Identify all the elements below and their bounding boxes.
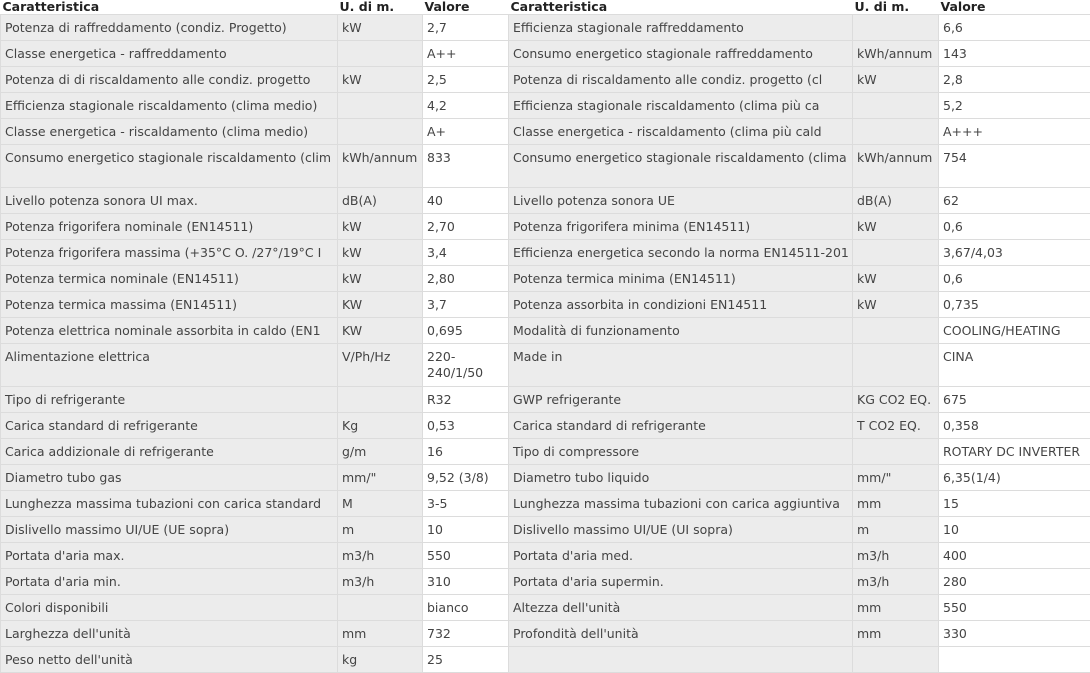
table-row bbox=[1, 188, 1090, 214]
value-cell: 732 bbox=[423, 621, 509, 647]
value-cell-2: 754 bbox=[939, 145, 1090, 188]
value-cell: 2,5 bbox=[423, 67, 509, 93]
feature-cell: Alimentazione elettrica bbox=[1, 344, 338, 387]
table-row bbox=[1, 15, 1090, 41]
feature-cell-2: Livello potenza sonora UE bbox=[509, 188, 853, 214]
value-cell-2: 675 bbox=[939, 387, 1090, 413]
table-row bbox=[1, 266, 1090, 292]
table-row bbox=[1, 344, 1090, 387]
feature-cell-2: Efficienza stagionale riscaldamento (clima più ca bbox=[509, 93, 853, 119]
feature-cell: Livello potenza sonora UI max. bbox=[1, 188, 338, 214]
value-cell-2: 0,735 bbox=[939, 292, 1090, 318]
value-cell-2: 10 bbox=[939, 517, 1090, 543]
value-cell-2: 0,6 bbox=[939, 266, 1090, 292]
unit-cell bbox=[338, 387, 423, 413]
unit-cell: kWh/annum bbox=[338, 145, 423, 188]
table-row bbox=[1, 119, 1090, 145]
unit-cell-2: m3/h bbox=[853, 569, 939, 595]
feature-cell-2: Efficienza energetica secondo la norma EN14511-201 bbox=[509, 240, 853, 266]
feature-cell-2: Classe energetica - riscaldamento (clima più cald bbox=[509, 119, 853, 145]
feature-cell: Potenza elettrica nominale assorbita in caldo (EN1 bbox=[1, 318, 338, 344]
table-row bbox=[1, 439, 1090, 465]
unit-cell-2: KG CO2 EQ. bbox=[853, 387, 939, 413]
value-cell-2: 6,35(1/4) bbox=[939, 465, 1090, 491]
feature-cell-2: Consumo energetico stagionale riscaldamento (clima bbox=[509, 145, 853, 188]
unit-cell: kW bbox=[338, 67, 423, 93]
value-cell: R32 bbox=[423, 387, 509, 413]
table-row bbox=[1, 240, 1090, 266]
feature-cell-2: Potenza assorbita in condizioni EN14511 bbox=[509, 292, 853, 318]
feature-cell-2: Portata d'aria supermin. bbox=[509, 569, 853, 595]
unit-cell-2: mm bbox=[853, 595, 939, 621]
table-row bbox=[1, 517, 1090, 543]
feature-cell: Potenza di raffreddamento (condiz. Progetto) bbox=[1, 15, 338, 41]
unit-cell-2 bbox=[853, 344, 939, 387]
unit-cell: m3/h bbox=[338, 569, 423, 595]
unit-cell-2 bbox=[853, 93, 939, 119]
unit-cell bbox=[338, 93, 423, 119]
feature-cell: Classe energetica - riscaldamento (clima medio) bbox=[1, 119, 338, 145]
unit-cell: M bbox=[338, 491, 423, 517]
unit-cell-2: m3/h bbox=[853, 543, 939, 569]
value-cell-2: 62 bbox=[939, 188, 1090, 214]
feature-cell-2: Dislivello massimo UI/UE (UI sopra) bbox=[509, 517, 853, 543]
feature-cell-2: Portata d'aria med. bbox=[509, 543, 853, 569]
value-cell: 2,7 bbox=[423, 15, 509, 41]
unit-cell-2 bbox=[853, 647, 939, 673]
table-row bbox=[1, 41, 1090, 67]
value-cell: A+ bbox=[423, 119, 509, 145]
feature-cell-2: Consumo energetico stagionale raffreddamento bbox=[509, 41, 853, 67]
unit-cell: m bbox=[338, 517, 423, 543]
value-cell-2: CINA bbox=[939, 344, 1090, 387]
feature-cell-2: Potenza di riscaldamento alle condiz. progetto (cl bbox=[509, 67, 853, 93]
value-cell: 4,2 bbox=[423, 93, 509, 119]
value-cell: 25 bbox=[423, 647, 509, 673]
value-cell-2: 15 bbox=[939, 491, 1090, 517]
feature-cell: Larghezza dell'unità bbox=[1, 621, 338, 647]
value-cell-2: 400 bbox=[939, 543, 1090, 569]
value-cell: 2,80 bbox=[423, 266, 509, 292]
table-row bbox=[1, 647, 1090, 673]
table-row bbox=[1, 491, 1090, 517]
value-cell-2: ROTARY DC INVERTER bbox=[939, 439, 1090, 465]
feature-cell: Consumo energetico stagionale riscaldamento (clim bbox=[1, 145, 338, 188]
unit-cell bbox=[338, 595, 423, 621]
unit-cell: mm/" bbox=[338, 465, 423, 491]
unit-cell-2: mm/" bbox=[853, 465, 939, 491]
header-unit: U. di m. bbox=[338, 0, 423, 15]
unit-cell-2: kW bbox=[853, 266, 939, 292]
value-cell-2: 0,6 bbox=[939, 214, 1090, 240]
value-cell-2: 550 bbox=[939, 595, 1090, 621]
unit-cell-2: kW bbox=[853, 67, 939, 93]
table-row bbox=[1, 318, 1090, 344]
feature-cell-2: Profondità dell'unità bbox=[509, 621, 853, 647]
unit-cell-2 bbox=[853, 318, 939, 344]
value-cell: 16 bbox=[423, 439, 509, 465]
unit-cell: kW bbox=[338, 266, 423, 292]
feature-cell-2: Carica standard di refrigerante bbox=[509, 413, 853, 439]
table-row bbox=[1, 595, 1090, 621]
unit-cell-2 bbox=[853, 119, 939, 145]
feature-cell-2 bbox=[509, 647, 853, 673]
value-cell-2: COOLING/HEATING bbox=[939, 318, 1090, 344]
unit-cell-2 bbox=[853, 240, 939, 266]
value-cell: 2,70 bbox=[423, 214, 509, 240]
feature-cell-2: Potenza termica minima (EN14511) bbox=[509, 266, 853, 292]
unit-cell-2 bbox=[853, 15, 939, 41]
value-cell-2: 0,358 bbox=[939, 413, 1090, 439]
spec-table-body bbox=[1, 15, 1090, 673]
feature-cell-2: Made in bbox=[509, 344, 853, 387]
value-cell: 310 bbox=[423, 569, 509, 595]
unit-cell: Kg bbox=[338, 413, 423, 439]
unit-cell-2: kW bbox=[853, 214, 939, 240]
feature-cell: Efficienza stagionale riscaldamento (clima medio) bbox=[1, 93, 338, 119]
unit-cell: KW bbox=[338, 318, 423, 344]
unit-cell-2: mm bbox=[853, 621, 939, 647]
table-row bbox=[1, 465, 1090, 491]
table-row bbox=[1, 214, 1090, 240]
feature-cell: Potenza termica nominale (EN14511) bbox=[1, 266, 338, 292]
feature-cell-2: GWP refrigerante bbox=[509, 387, 853, 413]
value-cell: 0,695 bbox=[423, 318, 509, 344]
header-unit-2: U. di m. bbox=[853, 0, 939, 15]
feature-cell: Potenza termica massima (EN14511) bbox=[1, 292, 338, 318]
feature-cell-2: Altezza dell'unità bbox=[509, 595, 853, 621]
value-cell-2: 3,67/4,03 bbox=[939, 240, 1090, 266]
value-cell-2: 330 bbox=[939, 621, 1090, 647]
feature-cell: Portata d'aria max. bbox=[1, 543, 338, 569]
feature-cell: Colori disponibili bbox=[1, 595, 338, 621]
feature-cell: Potenza frigorifera massima (+35°C O. /27°/19°C I bbox=[1, 240, 338, 266]
feature-cell: Potenza frigorifera nominale (EN14511) bbox=[1, 214, 338, 240]
unit-cell: kW bbox=[338, 240, 423, 266]
unit-cell bbox=[338, 119, 423, 145]
unit-cell-2: kWh/annum bbox=[853, 41, 939, 67]
feature-cell: Carica standard di refrigerante bbox=[1, 413, 338, 439]
value-cell-2: 5,2 bbox=[939, 93, 1090, 119]
feature-cell: Carica addizionale di refrigerante bbox=[1, 439, 338, 465]
value-cell: 833 bbox=[423, 145, 509, 188]
unit-cell-2: kWh/annum bbox=[853, 145, 939, 188]
feature-cell: Dislivello massimo UI/UE (UE sopra) bbox=[1, 517, 338, 543]
unit-cell: KW bbox=[338, 292, 423, 318]
table-row bbox=[1, 413, 1090, 439]
unit-cell: kg bbox=[338, 647, 423, 673]
table-row bbox=[1, 67, 1090, 93]
table-row bbox=[1, 621, 1090, 647]
feature-cell: Lunghezza massima tubazioni con carica standard bbox=[1, 491, 338, 517]
value-cell-2: 143 bbox=[939, 41, 1090, 67]
value-cell: 0,53 bbox=[423, 413, 509, 439]
value-cell-2: 280 bbox=[939, 569, 1090, 595]
header-row bbox=[1, 0, 1090, 15]
value-cell-2: A+++ bbox=[939, 119, 1090, 145]
feature-cell: Portata d'aria min. bbox=[1, 569, 338, 595]
unit-cell: g/m bbox=[338, 439, 423, 465]
unit-cell: dB(A) bbox=[338, 188, 423, 214]
unit-cell bbox=[338, 41, 423, 67]
unit-cell: kW bbox=[338, 15, 423, 41]
unit-cell: mm bbox=[338, 621, 423, 647]
value-cell: 3-5 bbox=[423, 491, 509, 517]
value-cell-2: 2,8 bbox=[939, 67, 1090, 93]
feature-cell: Potenza di di riscaldamento alle condiz. progetto bbox=[1, 67, 338, 93]
value-cell: bianco bbox=[423, 595, 509, 621]
feature-cell: Peso netto dell'unità bbox=[1, 647, 338, 673]
table-row bbox=[1, 387, 1090, 413]
feature-cell-2: Modalità di funzionamento bbox=[509, 318, 853, 344]
unit-cell-2: T CO2 EQ. bbox=[853, 413, 939, 439]
unit-cell-2: kW bbox=[853, 292, 939, 318]
unit-cell-2: mm bbox=[853, 491, 939, 517]
feature-cell: Diametro tubo gas bbox=[1, 465, 338, 491]
feature-cell-2: Efficienza stagionale raffreddamento bbox=[509, 15, 853, 41]
value-cell: 10 bbox=[423, 517, 509, 543]
table-row bbox=[1, 93, 1090, 119]
value-cell: 9,52 (3/8) bbox=[423, 465, 509, 491]
header-valore-2: Valore bbox=[939, 0, 1090, 15]
value-cell: 40 bbox=[423, 188, 509, 214]
value-cell: 220-240/1/50 bbox=[423, 344, 509, 387]
header-valore: Valore bbox=[423, 0, 509, 15]
feature-cell-2: Tipo di compressore bbox=[509, 439, 853, 465]
unit-cell: kW bbox=[338, 214, 423, 240]
feature-cell: Tipo di refrigerante bbox=[1, 387, 338, 413]
unit-cell: V/Ph/Hz bbox=[338, 344, 423, 387]
header-caratteristica: Caratteristica bbox=[1, 0, 338, 15]
table-row bbox=[1, 292, 1090, 318]
table-row bbox=[1, 569, 1090, 595]
unit-cell-2 bbox=[853, 439, 939, 465]
unit-cell-2: m bbox=[853, 517, 939, 543]
value-cell-2 bbox=[939, 647, 1090, 673]
value-cell: A++ bbox=[423, 41, 509, 67]
feature-cell-2: Potenza frigorifera minima (EN14511) bbox=[509, 214, 853, 240]
value-cell-2: 6,6 bbox=[939, 15, 1090, 41]
unit-cell: m3/h bbox=[338, 543, 423, 569]
header-caratteristica-2: Caratteristica bbox=[509, 0, 853, 15]
feature-cell-2: Lunghezza massima tubazioni con carica aggiuntiva bbox=[509, 491, 853, 517]
value-cell: 3,4 bbox=[423, 240, 509, 266]
table-row bbox=[1, 543, 1090, 569]
value-cell: 550 bbox=[423, 543, 509, 569]
table-row bbox=[1, 145, 1090, 188]
feature-cell: Classe energetica - raffreddamento bbox=[1, 41, 338, 67]
feature-cell-2: Diametro tubo liquido bbox=[509, 465, 853, 491]
value-cell: 3,7 bbox=[423, 292, 509, 318]
unit-cell-2: dB(A) bbox=[853, 188, 939, 214]
